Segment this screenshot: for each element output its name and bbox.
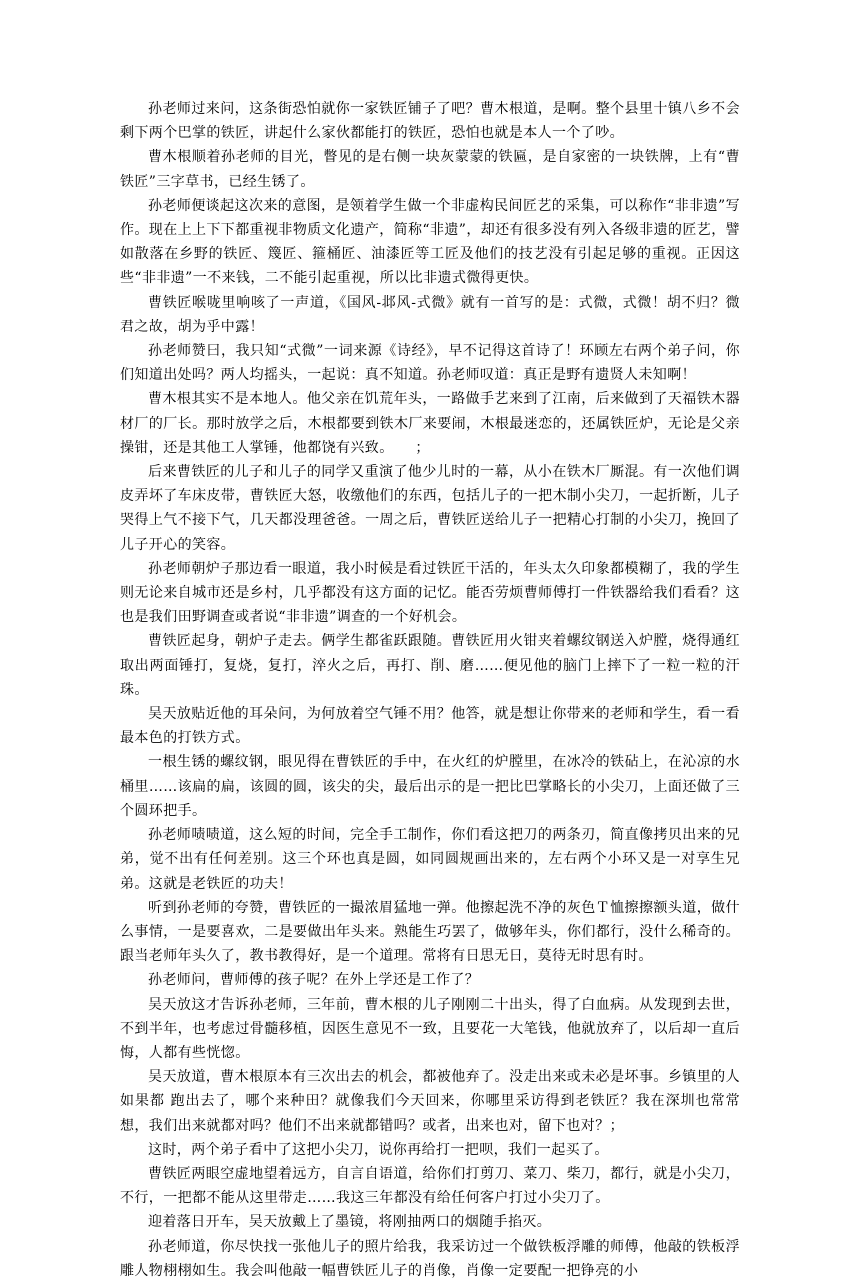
paragraph: 迎着落日开车，吴天放戴上了墨镜，将刚抽两口的烟随手掐灭。 bbox=[148, 1214, 552, 1231]
paragraph: 曹铁匠喉咙里响咳了一声道，《国风-邶风-式微》就有一首写的是：式微，式微！胡不归？微君之故，胡为乎中露！ bbox=[120, 294, 740, 335]
paragraph: 一根生锈的螺纹钢，眼见得在曹铁匠的手中，在火红的炉膛里，在冰冷的铁砧上，在沁凉的水桶里……该扁的扁，该圆的圆，该尖的尖，最后出示的是一把比巴掌略长的小尖刀，上面还做了三个圆环把手。 bbox=[120, 754, 740, 819]
paragraph: 孙老师问，曹师傅的孩子呢？在外上学还是工作了？ bbox=[148, 972, 480, 989]
paragraph: 吴天放这才告诉孙老师，三年前，曹木根的儿子刚刚二十出头，得了白血病。从发现到去世，不到半年，也考虑过骨髓移植，因医生意见不一致，且要花一大笔钱，他就放弃了，以后却一直后悔，人都有些恍惚。 bbox=[120, 996, 740, 1061]
paragraph: 吴天放贴近他的耳朵问，为何放着空气锤不用？他答，就是想让你带来的老师和学生，看一看最本色的打铁方式。 bbox=[120, 706, 740, 747]
document-body bbox=[120, 97, 740, 1283]
paragraph: 孙老师道，你尽快找一张他儿子的照片给我，我采访过一个做铁板浮雕的师傅，他敲的铁板浮雕人物栩栩如生。我会叫他敲一幅曹铁匠儿子的肖像，肖像一定要配一把铮亮的小 bbox=[120, 1238, 740, 1279]
paragraph: 这时，两个弟子看中了这把小尖刀，说你再给打一把呗，我们一起买了。 bbox=[148, 1141, 609, 1158]
paragraph: 后来曹铁匠的儿子和儿子的同学又重演了他少儿时的一幕，从小在铁木厂厮混。有一次他们调皮弄坏了车床皮带，曹铁匠大怒，收缴他们的东西，包括儿子的一把木制小尖刀，一起折断，儿子哭得上气不接下气，几天都没理爸爸。一周之后，曹铁匠送给儿子一把精心打制的小尖刀，挽回了儿子开心的笑容。 bbox=[120, 464, 740, 553]
paragraph: 曹铁匠两眼空虚地望着远方，自言自语道，给你们打剪刀、菜刀、柴刀，都行，就是小尖刀，不行，一把都不能从这里带走……我这三年都没有给任何客户打过小尖刀了。 bbox=[120, 1165, 740, 1207]
paragraph: 曹木根其实不是本地人。他父亲在饥荒年头，一路做手艺来到了江南，后来做到了天福铁木器材厂的厂长。那时放学之后，木根都要到铁木厂来要闹，木根最迷恋的，还属铁匠炉，无论是父亲操钳，还是其他工人掌锤，他都饶有兴致。 ； bbox=[120, 391, 740, 456]
paragraph: 孙老师啧啧道，这么短的时间，完全手工制作，你们看这把刀的两条刃，简直像拷贝出来的兄弟，觉不出有任何差别。这三个环也真是圆，如同圆规画出来的，左右两个小环又是一对享生兄弟。这就是老铁匠的功夫！ bbox=[120, 827, 740, 892]
paragraph: 听到孙老师的夸赞，曹铁匠的一撮浓眉猛地一弹。他擦起洗不净的灰色Ｔ恤擦擦额头道，做什么事情，一是要喜欢，二是要做出年头来。熟能生巧罢了，做够年头，你们都行，没什么稀奇的。跟当老师年头久了，教书教得好，是一个道理。常将有日思无日，莫待无时思有时。 bbox=[120, 899, 740, 965]
paragraph: 曹木根顺着孙老师的目光，瞥见的是右侧一块灰蒙蒙的铁匾，是自家密的一块铁牌，上有“曹铁匠”三字草书，已经生锈了。 bbox=[120, 149, 740, 190]
paragraph: 曹铁匠起身，朝炉子走去。俩学生都雀跃跟随。曹铁匠用火钳夹着螺纹钢送入炉膛，烧得通红取出两面锤打，复烧，复打，淬火之后，再打、削、磨……便见他的脑门上摔下了一粒一粒的汗珠。 bbox=[120, 633, 740, 698]
paragraph: 孙老师赞曰，我只知“式微”一词来源《诗经》，早不记得这首诗了！环顾左右两个弟子问，你们知道出处吗？两人均摇头，一起说：真不知道。孙老师叹道：真正是野有遗贤人未知啊！ bbox=[120, 343, 740, 384]
paragraph: 孙老师朝炉子那边看一眼道，我小时候是看过铁匠干活的，年头太久印象都模糊了，我的学生则无论来自城市还是乡村，几乎都没有这方面的记忆。能否劳烦曹师傅打一件铁器给我们看看？这也是我们田野调查或者说“非非遗”调查的一个好机会。 bbox=[120, 560, 740, 626]
paragraph: 孙老师便谈起这次来的意图，是领着学生做一个非虚构民间匠艺的采集，可以称作“非非遗”写作。现在上上下下都重视非物质文化遗产，简称“非遗”，却还有很多没有列入各级非遗的匠艺，譬如散落在乡野的铁匠、篾匠、箍桶匠、油漆匠等工匠及他们的技艺没有引起足够的重视。正因这些“非非遗”一不来钱，二不能引起重视，所以比非遗式微得更快。 bbox=[120, 197, 740, 287]
paragraph: 孙老师过来问，这条街恐怕就你一家铁匠铺子了吧？曹木根道，是啊。整个县里十镇八乡不会剩下两个巴掌的铁匠，讲起什么家伙都能打的铁匠，恐怕也就是本人一个了吵。 bbox=[120, 101, 740, 142]
paragraph: 吴天放道，曹木根原本有三次出去的机会，都被他弃了。没走出来或未必是坏事。乡镇里的人如果都 跑出去了，哪个来种田？就像我们今天回来，你哪里采访得到老铁匠？我在深圳也常常想，我们出来就都对吗？他们不出来就都错吗？或者，出来也对，留下也对？； bbox=[120, 1069, 740, 1134]
